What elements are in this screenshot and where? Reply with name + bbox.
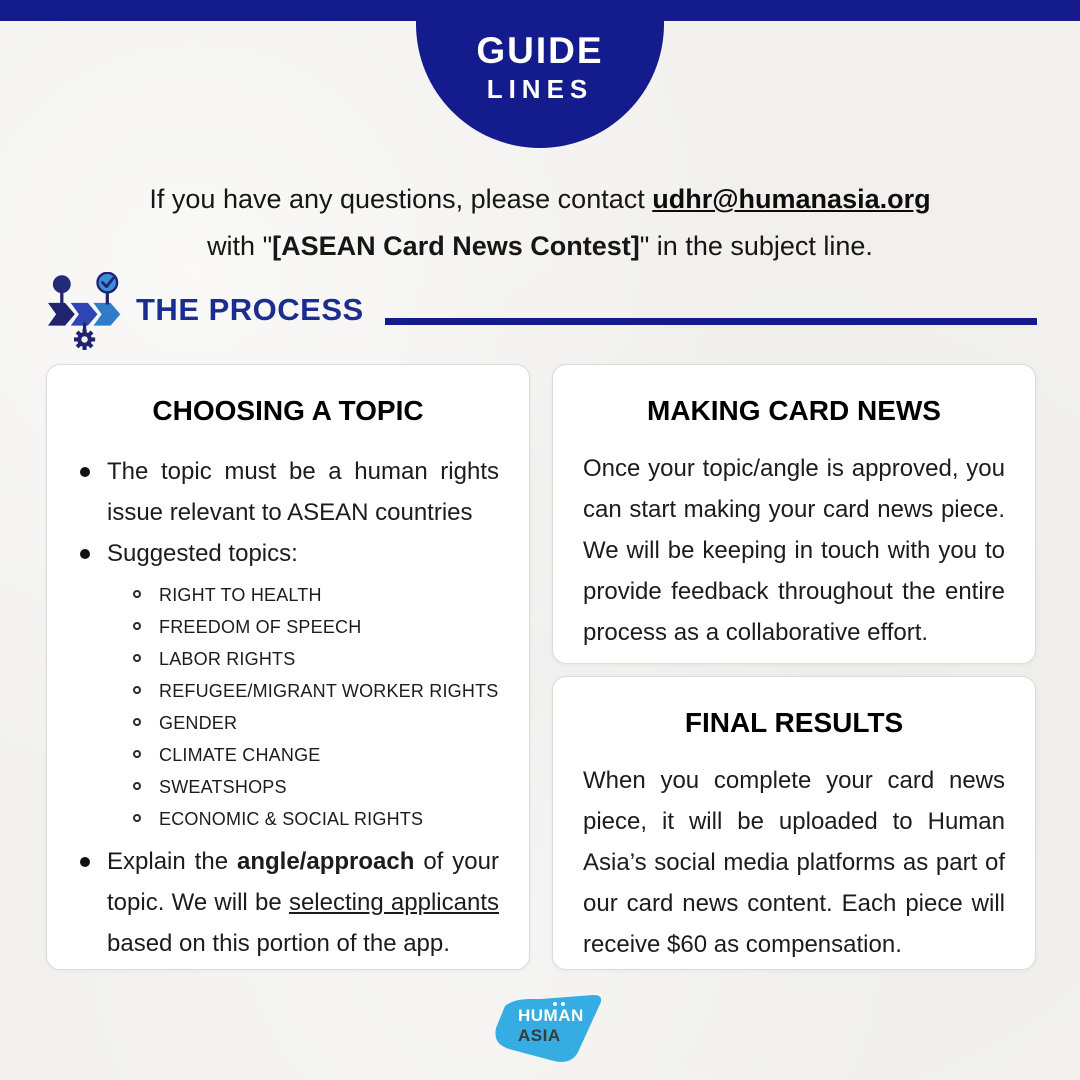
topic-item: ECONOMIC & SOCIAL RIGHTS	[131, 803, 499, 835]
topic-item: REFUGEE/MIGRANT WORKER RIGHTS	[131, 675, 499, 707]
topic-item: RIGHT TO HEALTH	[131, 579, 499, 611]
suggested-topics-list	[131, 579, 499, 835]
logo-text	[518, 1006, 584, 1046]
selecting-applicants-underline: selecting applicants	[288, 889, 499, 916]
contact-line1	[0, 176, 1080, 223]
contact-line1-text: If you have any questions, please contact	[149, 184, 653, 214]
page-title-line1: GUIDE	[476, 30, 604, 71]
contact-line2-suffix: " in the subject line.	[639, 231, 873, 261]
card-choosing-topic	[46, 364, 530, 970]
card-making-card-news	[552, 364, 1036, 664]
human-asia-logo	[487, 993, 605, 1065]
contact-line2-prefix: with "	[207, 231, 273, 261]
page-title-line2: LINES	[486, 74, 594, 104]
angle-text-3: based on this portion of the app.	[107, 930, 450, 957]
card-final-results	[552, 676, 1036, 970]
contact-note	[0, 176, 1080, 270]
topic-item: SWEATSHOPS	[131, 771, 499, 803]
process-flow-icon	[46, 272, 128, 355]
topic-item: LABOR RIGHTS	[131, 643, 499, 675]
bullet-topic-requirement: The topic must be a human rights issue relevant to ASEAN countries	[79, 451, 499, 533]
logo-word-human: HUMAN	[518, 1006, 584, 1026]
angle-text-1: Explain the	[107, 848, 237, 875]
contact-line2	[0, 223, 1080, 270]
logo-word-asia: ASIA	[518, 1026, 561, 1045]
card-title-making-card-news: MAKING CARD NEWS	[647, 395, 941, 426]
making-card-news-body: Once your topic/angle is approved, you can start making your card news piece. We will be keeping in touch with you to provide feedback throughout the entire process as a collaborative effort.	[583, 455, 1005, 646]
process-section-header	[0, 268, 1080, 348]
contact-subject-tag: [ASEAN Card News Contest]	[272, 231, 640, 261]
topic-item: FREEDOM OF SPEECH	[131, 611, 499, 643]
final-results-body: When you complete your card news piece, it will be uploaded to Human Asia’s social media platforms as part of our card news content. Each piece will receive $60 as compensation.	[583, 767, 1005, 958]
card-title-final-results: FINAL RESULTS	[684, 707, 904, 738]
bullet-suggested-topics	[79, 533, 499, 835]
topic-item: GENDER	[131, 707, 499, 739]
topic-item: CLIMATE CHANGE	[131, 739, 499, 771]
section-title: THE PROCESS	[136, 292, 364, 327]
top-bar	[0, 0, 1080, 21]
angle-approach-bold: angle/approach	[237, 848, 415, 875]
bullet-angle-approach	[79, 841, 499, 964]
section-divider	[385, 318, 1037, 325]
header-badge	[416, 21, 664, 148]
choosing-topic-list	[79, 451, 499, 964]
card-title-choosing-topic: CHOOSING A TOPIC	[152, 395, 424, 426]
logo-m-dots	[553, 1002, 557, 1006]
angle-text-2: of your topic. We will be	[107, 848, 499, 916]
contact-email-link[interactable]: udhr@humanasia.org	[652, 184, 931, 214]
suggested-topics-label: Suggested topics:	[107, 540, 298, 567]
